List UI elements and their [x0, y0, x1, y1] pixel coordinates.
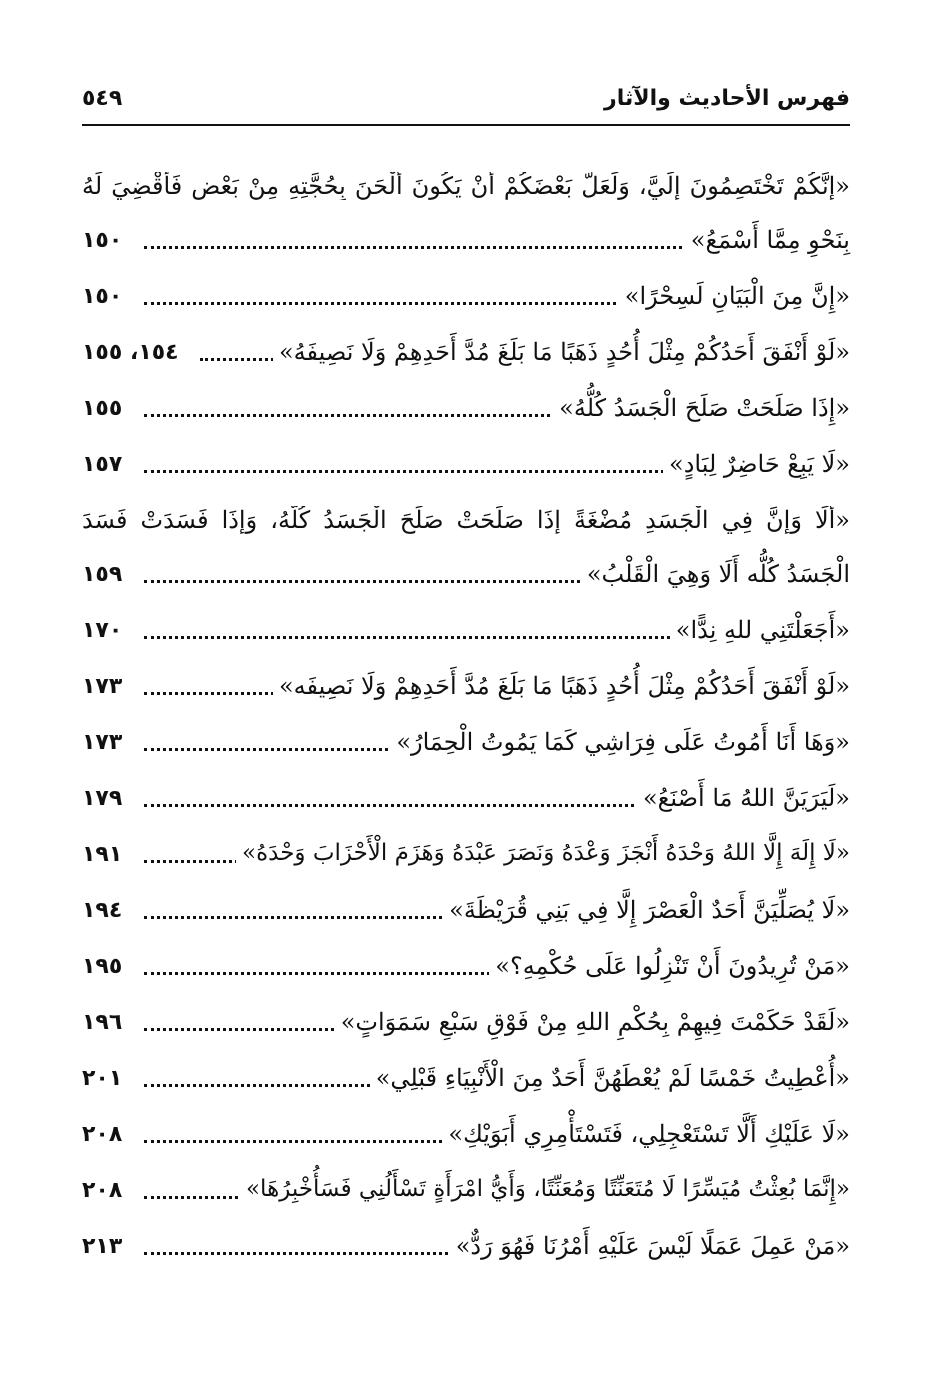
index-entry — [82, 498, 850, 608]
header-title: فهرس الأحاديث والآثار — [604, 86, 850, 111]
entry-text: «وَهَا أَنَا أَمُوتُ عَلَى فِرَاشِي كَمَا يَمُوتُ الْحِمَارُ» — [390, 728, 850, 756]
entry-page-number: ١٥٤، ١٥٥ — [82, 340, 185, 365]
index-entry — [82, 944, 850, 1000]
index-entry — [82, 1112, 850, 1168]
entry-page-number: ٢٠٨ — [82, 1122, 128, 1147]
index-entry — [82, 608, 850, 664]
entry-text: «إِنَّ مِنَ الْبَيَانِ لَسِحْرًا» — [619, 282, 850, 310]
running-header — [82, 86, 850, 126]
index-entry — [82, 274, 850, 330]
index-entry — [82, 1000, 850, 1056]
entry-text: «مَنْ عَمِلَ عَمَلًا لَيْسَ عَلَيْهِ أَمْرُنَا فَهُوَ رَدٌّ» — [450, 1232, 850, 1260]
entry-page-number: ١٥٩ — [82, 562, 128, 587]
entry-text: «لَا إِلَهَ إِلَّا اللهُ وَحْدَهُ أَنْجَزَ وَعْدَهُ وَنَصَرَ عَبْدَهُ وَهَزَمَ الْأَحْزَابَ وَحْدَهُ» — [236, 840, 850, 866]
header-page-number: ٥٤٩ — [82, 86, 123, 111]
entry-text: «إِنَّكُمْ تَخْتَصِمُونَ إِلَيَّ، وَلَعَلَّ بَعْضَكُمْ أَنْ يَكُونَ أَلْحَنَ بِحُجَّتِهِ مِنْ بَعْضٍ فَأَقْضِيَ لَهُ — [82, 172, 850, 200]
index-entry — [82, 164, 850, 274]
entry-text: بِنَحْوِ مِمَّا أَسْمَعُ» — [685, 226, 850, 254]
entry-page-number: ١٩٤ — [82, 898, 128, 923]
index-entry — [82, 776, 850, 832]
entry-page-number: ١٧٩ — [82, 786, 128, 811]
index-entry — [82, 664, 850, 720]
entry-text: «لَيَرَيَنَّ اللهُ مَا أَصْنَعُ» — [637, 784, 850, 812]
entry-page-number: ٢٠٨ — [82, 1178, 128, 1203]
entry-page-number: ١٩٥ — [82, 954, 128, 979]
index-entry — [82, 720, 850, 776]
entry-page-number: ١٩٦ — [82, 1010, 128, 1035]
entry-text: «لَا يَبِعْ حَاضِرٌ لِبَادٍ» — [663, 450, 850, 478]
entry-page-number: ١٥٠ — [82, 228, 128, 253]
header-rule — [82, 124, 850, 126]
entry-page-number: ١٥٠ — [82, 284, 128, 309]
entry-text: «أَجَعَلْتَنِي للهِ نِدًّا» — [670, 616, 850, 644]
entry-text: «إِنَّمَا بُعِثْتُ مُيَسِّرًا لَا مُتَعَنِّتًا وَمُعَنِّتًا، وَأَيُّ امْرَأَةٍ تَسْأَلُنِي فَسَأُخْبِرُهَا» — [240, 1176, 850, 1202]
index-entry — [82, 386, 850, 442]
index-entry — [82, 1168, 850, 1224]
entry-page-number: ٢١٣ — [82, 1234, 128, 1259]
entry-text: «لَقَدْ حَكَمْتَ فِيهِمْ بِحُكْمِ اللهِ مِنْ فَوْقِ سَبْعِ سَمَوَاتٍ» — [335, 1008, 850, 1036]
index-entry — [82, 1056, 850, 1112]
entry-text: «أُعْطِيتُ خَمْسًا لَمْ يُعْطَهُنَّ أَحَدٌ مِنَ الْأَنْبِيَاءِ قَبْلِي» — [370, 1064, 850, 1092]
entry-page-number: ١٧٣ — [82, 674, 128, 699]
entry-page-number: ١٧٠ — [82, 618, 128, 643]
index-entries — [82, 164, 850, 1280]
entry-text: «لَوْ أَنْفَقَ أَحَدُكُمْ مِثْلَ أُحُدٍ ذَهَبًا مَا بَلَغَ مُدَّ أَحَدِهِمْ وَلَا نَصِيفَه» — [273, 672, 850, 700]
entry-page-number: ٢٠١ — [82, 1066, 128, 1091]
index-entry — [82, 330, 850, 386]
entry-text: الْجَسَدُ كُلُّه أَلَا وَهِيَ الْقَلْبُ» — [581, 560, 850, 588]
entry-page-number: ١٩١ — [82, 842, 128, 867]
entry-text: «لَا عَلَيْكِ أَلَّا تَسْتَعْجِلِي، فَتَسْتَأْمِرِي أَبَوَيْكِ» — [442, 1120, 850, 1148]
index-entry — [82, 888, 850, 944]
entry-page-number: ١٥٧ — [82, 452, 128, 477]
entry-page-number: ١٥٥ — [82, 396, 128, 421]
entry-text: «مَنْ تُرِيدُونَ أَنْ تَنْزِلُوا عَلَى حُكْمِهِ؟» — [489, 952, 850, 980]
entry-text: «لَوْ أَنْفَقَ أَحَدُكُمْ مِثْلَ أُحُدٍ ذَهَبًا مَا بَلَغَ مُدَّ أَحَدِهِمْ وَلَا نَصِيفَهُ» — [273, 338, 850, 366]
entry-text: «لَا يُصَلِّيَنَّ أَحَدٌ الْعَصْرَ إِلَّا فِي بَنِي قُرَيْظَةَ» — [443, 896, 850, 924]
entry-text: «إِذَا صَلَحَتْ صَلَحَ الْجَسَدُ كُلُّهُ» — [553, 394, 850, 422]
entry-text: «أَلَا وَإِنَّ فِي الْجَسَدِ مُضْغَةً إِذَا صَلَحَتْ صَلَحَ الْجَسَدُ كُلُّهُ، وَإِذَا فَسَدَتْ فَسَدَ — [82, 506, 850, 534]
index-entry — [82, 442, 850, 498]
index-entry — [82, 1224, 850, 1280]
index-entry — [82, 832, 850, 888]
entry-page-number: ١٧٣ — [82, 730, 128, 755]
